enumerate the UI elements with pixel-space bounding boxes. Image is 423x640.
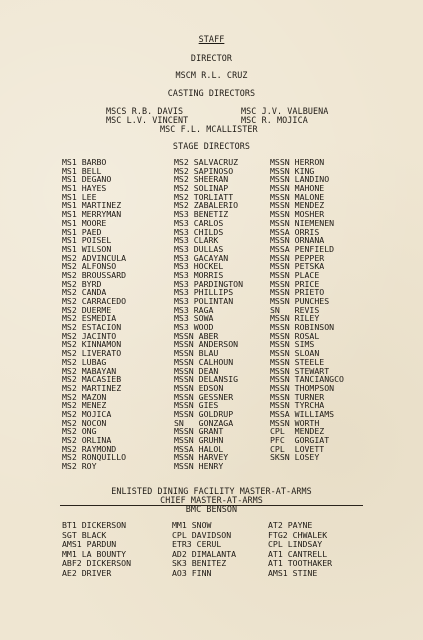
stage-director-entry: MSSN GESSNER: [174, 391, 234, 402]
stage-director-entry: MS3 HOCKEL: [174, 261, 224, 272]
stage-director-entry: MS2 KINNAMON: [62, 339, 122, 350]
stage-director-entry: MSSN CALHOUN: [174, 356, 234, 367]
stage-director-entry: MS3 PARDINGTON: [174, 278, 244, 289]
stage-director-entry: MS1 WILSON: [62, 243, 112, 254]
chief-master-at-arms-name: BMC BENSON: [185, 504, 238, 514]
stage-directors-column-1: [62, 158, 126, 471]
stage-director-entry: MS1 MOORE: [62, 217, 107, 228]
stage-director-entry: MSSN MAHONE: [270, 183, 325, 194]
stage-director-entry: MS2 NOCON: [62, 417, 107, 428]
stage-director-entry: MSSN GOLDRUP: [174, 408, 234, 419]
master-at-arms-entry: SK3 BENITEZ: [172, 558, 227, 568]
stage-director-entry: MS3 CARLOS: [174, 217, 224, 228]
stage-director-entry: MSSN DELANSIG: [174, 374, 239, 385]
stage-director-entry: MSSA ORRIS: [270, 226, 320, 237]
stage-director-entry: MS1 HAYES: [62, 183, 107, 194]
stage-director-entry: MS1 BARBO: [62, 157, 107, 167]
stage-director-entry: MSSN LANDINO: [270, 174, 330, 185]
stage-director-entry: MS2 ESMEDIA: [62, 313, 117, 324]
master-at-arms-entry: SGT BLACK: [62, 529, 107, 540]
casting-director-valbuena: MSC J.V. VALBUENA: [241, 106, 329, 116]
stage-director-entry: CPL LOVETT: [270, 443, 325, 454]
stage-director-entry: MSSN HERRON: [270, 157, 325, 167]
stage-directors-column-2: [174, 158, 243, 471]
stage-director-entry: MS3 CLARK: [174, 235, 219, 246]
stage-director-entry: SN GONZAGA: [174, 417, 234, 428]
stage-director-entry: MSSN PUNCHES: [270, 296, 330, 306]
stage-director-entry: MS2 ALFONSO: [62, 261, 117, 272]
casting-director-mojica: MSC R. MOJICA: [241, 115, 308, 125]
stage-director-entry: MSSN SLOAN: [270, 348, 320, 359]
stage-director-entry: MS3 DULLAS: [174, 243, 224, 254]
stage-directors-column-3: [270, 158, 344, 462]
staff-heading: STAFF: [198, 34, 225, 44]
master-at-arms-entry: AE2 DRIVER: [62, 567, 112, 578]
stage-director-entry: MS3 CHILDS: [174, 226, 224, 237]
master-at-arms-entry: CPL LINDSAY: [268, 539, 323, 549]
stage-director-entry: MS1 PAED: [62, 226, 102, 237]
stage-director-entry: MSSN RILEY: [270, 313, 320, 324]
stage-director-entry: MS2 CANDA: [62, 287, 107, 298]
stage-director-entry: MS2 SALVACRUZ: [174, 157, 239, 167]
stage-director-entry: MS2 LUBAG: [62, 356, 107, 367]
stage-director-entry: MSSA HALOL: [174, 443, 224, 454]
stage-director-entry: MS2 MAZON: [62, 391, 107, 402]
stage-director-entry: MSSN GRANT: [174, 426, 224, 437]
stage-director-entry: MS2 MOJICA: [62, 408, 112, 419]
stage-director-entry: MSSN PLACE: [270, 269, 320, 280]
master-at-arms-entry: BT1 DICKERSON: [62, 520, 127, 530]
stage-director-entry: MS3 PHILLIPS: [174, 287, 234, 298]
stage-director-entry: MSSN PRIETO: [270, 287, 325, 298]
stage-director-entry: MS3 WOOD: [174, 322, 214, 333]
stage-director-entry: PFC GORGIAT: [270, 435, 330, 445]
stage-director-entry: MSSN MENDEZ: [270, 200, 325, 211]
stage-director-entry: MS2 ONG: [62, 426, 97, 437]
stage-director-entry: MS2 ORLINA: [62, 435, 112, 445]
stage-director-entry: MS1 MARTINEZ: [62, 200, 122, 211]
stage-director-entry: MS2 MACASIEB: [62, 374, 122, 385]
stage-director-entry: MS3 SOWA: [174, 313, 214, 324]
stage-director-entry: MS2 TORLIATT: [174, 191, 234, 202]
master-at-arms-entry: AD2 DIMALANTA: [172, 548, 237, 559]
stage-director-entry: MSSN ROBINSON: [270, 322, 335, 333]
dining-column-2: [172, 521, 236, 578]
stage-director-entry: MS2 ZABALERIO: [174, 200, 239, 211]
master-at-arms-entry: AO3 FINN: [172, 567, 212, 578]
master-at-arms-entry: MM1 LA BOUNTY: [62, 548, 127, 559]
stage-director-entry: MS2 ADVINCULA: [62, 252, 127, 263]
stage-director-entry: MSSN ROSAL: [270, 330, 320, 341]
stage-director-entry: MS2 BROUSSARD: [62, 269, 127, 280]
stage-director-entry: SN REVIS: [270, 304, 320, 315]
stage-director-entry: MSSN TYRCHA: [270, 400, 325, 411]
master-at-arms-entry: AMS1 PARDUN: [62, 539, 117, 549]
stage-director-entry: MSSN PEPPER: [270, 252, 325, 263]
stage-director-entry: MSSN HARVEY: [174, 452, 229, 463]
master-at-arms-entry: CPL DAVIDSON: [172, 529, 232, 540]
stage-director-entry: MS2 ROY: [62, 461, 97, 472]
master-at-arms-entry: AT1 TOOTHAKER: [268, 558, 333, 568]
stage-director-entry: MSSN STEELE: [270, 356, 325, 367]
stage-director-entry: MSSN GRUHN: [174, 435, 224, 445]
stage-director-entry: MSSN MOSHER: [270, 209, 325, 220]
stage-director-entry: MS2 MENEZ: [62, 400, 107, 411]
stage-director-entry: MS3 RAGA: [174, 304, 214, 315]
stage-director-entry: MS3 POLINTAN: [174, 296, 234, 306]
stage-director-entry: MS3 GACAYAN: [174, 252, 229, 263]
stage-director-entry: MSSA WILLIAMS: [270, 408, 335, 419]
stage-director-entry: MSSN STEWART: [270, 365, 330, 376]
casting-director-davis: MSCS R.B. DAVIS: [106, 106, 184, 116]
stage-director-entry: MSSN MALONE: [270, 191, 325, 202]
master-at-arms-entry: MM1 SNOW: [172, 520, 212, 530]
stage-director-entry: MS2 CARRACEDO: [62, 296, 127, 306]
chief-master-at-arms-title: CHIEF MASTER-AT-ARMS: [160, 495, 263, 505]
stage-director-entry: MS1 MERRYMAN: [62, 209, 122, 220]
stage-director-entry: MS1 BELL: [62, 165, 102, 176]
stage-director-entry: MS2 RAYMOND: [62, 443, 117, 454]
stage-director-entry: MS2 BYRD: [62, 278, 102, 289]
stage-director-entry: MS2 SAPINOSO: [174, 165, 234, 176]
stage-director-entry: MSSN ABER: [174, 330, 219, 341]
dining-column-3: [268, 521, 332, 578]
stage-directors-title: STAGE DIRECTORS: [172, 141, 251, 151]
stage-director-entry: SKSN LOSEY: [270, 452, 320, 463]
stage-director-entry: MS2 ESTACION: [62, 322, 122, 333]
master-at-arms-entry: AT2 PAYNE: [268, 520, 313, 530]
stage-director-entry: MS2 MABAYAN: [62, 365, 117, 376]
stage-director-entry: MS1 DEGANO: [62, 174, 112, 185]
casting-director-mcallister: MSC F.L. MCALLISTER: [160, 124, 258, 134]
stage-director-entry: MS2 MARTINEZ: [62, 382, 122, 393]
master-at-arms-entry: ETR3 CERUL: [172, 539, 222, 549]
stage-director-entry: MSSN GIES: [174, 400, 219, 411]
stage-director-entry: MS1 LEE: [62, 191, 97, 202]
casting-directors-title: CASTING DIRECTORS: [167, 88, 256, 98]
stage-director-entry: MSSN HENRY: [174, 461, 224, 472]
stage-director-entry: MS2 JACINTO: [62, 330, 117, 341]
stage-director-entry: MS2 LIVERATO: [62, 348, 122, 359]
stage-director-entry: MSSN TANCIANGCO: [270, 374, 344, 385]
director-title: DIRECTOR: [190, 53, 233, 63]
stage-director-entry: MS3 MORRIS: [174, 269, 224, 280]
dining-facility-title: ENLISTED DINING FACILITY MASTER-AT-ARMS: [111, 486, 312, 496]
dining-column-1: [62, 521, 131, 578]
stage-director-entry: MS2 SHEERAN: [174, 174, 229, 185]
stage-director-entry: MSSN PRICE: [270, 278, 320, 289]
stage-director-entry: MSSN TURNER: [270, 391, 325, 402]
stage-director-entry: MSSN SIMS: [270, 339, 315, 350]
stage-director-entry: MSSA PENFIELD: [270, 243, 335, 254]
stage-director-entry: MSSN ORNANA: [270, 235, 325, 246]
stage-director-entry: CPL MENDEZ: [270, 426, 325, 437]
stage-director-entry: MS2 SOLINAP: [174, 183, 229, 194]
master-at-arms-entry: ABF2 DICKERSON: [62, 558, 132, 568]
stage-director-entry: MSSN DEAN: [174, 365, 219, 376]
stage-director-entry: MS2 RONQUILLO: [62, 452, 127, 463]
stage-director-entry: MSSN PETSKA: [270, 261, 325, 272]
master-at-arms-entry: AT1 CANTRELL: [268, 548, 328, 559]
stage-director-entry: MS3 BENETIZ: [174, 209, 229, 220]
stage-director-entry: MSSN WORTH: [270, 417, 320, 428]
stage-director-entry: MSSN EDSON: [174, 382, 224, 393]
stage-director-entry: MS2 DUERME: [62, 304, 112, 315]
stage-director-entry: MS1 POISEL: [62, 235, 112, 246]
stage-director-entry: MSSN NIEMENEN: [270, 217, 335, 228]
casting-director-vincent: MSC L.V. VINCENT: [106, 115, 189, 125]
director-name: MSCM R.L. CRUZ: [175, 70, 248, 80]
stage-director-entry: MSSN KING: [270, 165, 315, 176]
stage-director-entry: MSSN ANDERSON: [174, 339, 239, 350]
stage-director-entry: MSSN BLAU: [174, 348, 219, 359]
master-at-arms-entry: AMS1 STINE: [268, 567, 318, 578]
master-at-arms-entry: FTG2 CHWALEK: [268, 529, 328, 540]
stage-director-entry: MSSN THOMPSON: [270, 382, 335, 393]
